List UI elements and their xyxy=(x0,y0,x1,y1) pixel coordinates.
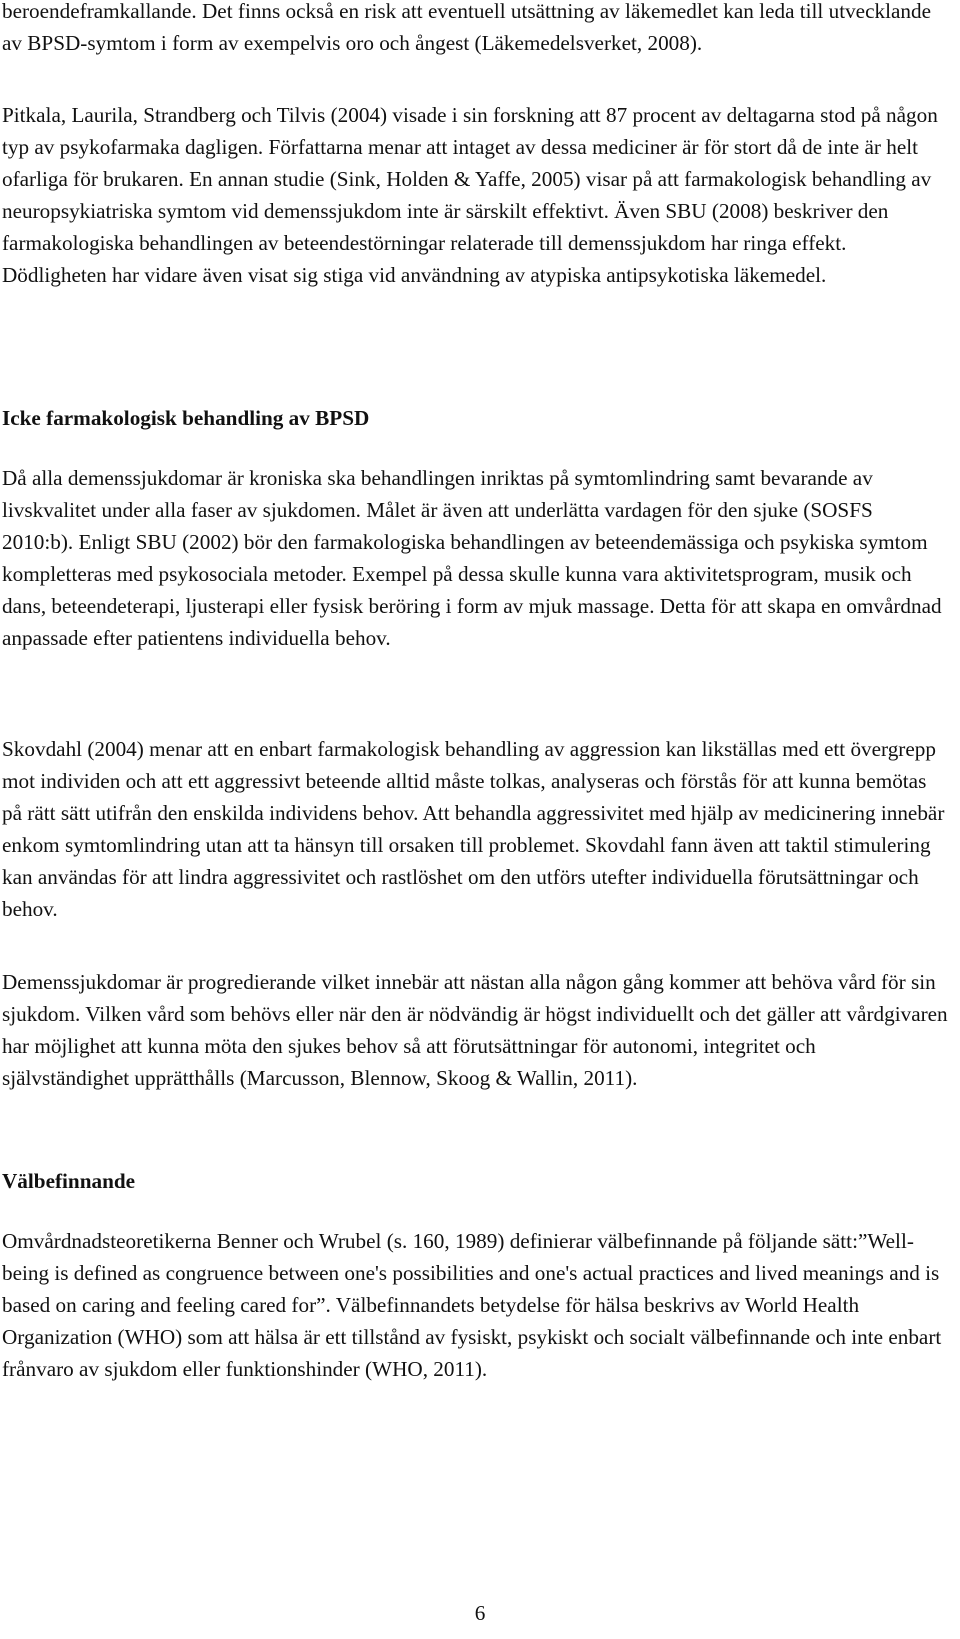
page-number: 6 xyxy=(474,1601,486,1625)
section-heading-wellbeing: Välbefinnande xyxy=(2,1169,136,1193)
paragraph-medication-risk: beroendeframkallande. Det finns också en risk att eventuell utsättning av läkemedlet kan leda till utvecklande av BPSD-symtom i form av exempelvis oro och ångest (Läkemedelsverket, 2008). xyxy=(2,0,931,55)
paragraph-wellbeing-definition: Omvårdnadsteoretikerna Benner och Wrubel (s. 160, 1989) definierar välbefinnande på följande sätt:”Well-being is defined as congruence between one's possibilities and one's actual practices and lived meanings and is based on caring and feeling cared for”. Välbefinnandets betydelse för hälsa beskrivs av World Health Organization (WHO) som att hälsa är ett tillstånd av fysiskt, psykiskt och socialt välbefinnande och inte enbart frånvaro av sjukdom eller funktionshinder (WHO, 2011). xyxy=(2,1229,942,1381)
paragraph-psychopharmaca-study: Pitkala, Laurila, Strandberg och Tilvis (2004) visade i sin forskning att 87 procent av deltagarna stod på någon typ av psykofarmaka dagligen. Författarna menar att intaget av dessa mediciner är för stort då de inte är helt ofarliga för brukaren. En annan studie (Sink, Holden & Yaffe, 2005) visar på att farmakologisk behandling av neuropsykiatriska symtom vid demenssjukdom inte är särskilt effektivt. Även SBU (2008) beskriver den farmakologiska behandlingen av beteendestörningar relaterade till demenssjukdom har ringa effekt. Dödligheten har vidare även visat sig stiga vid användning av atypiska antipsykotiska läkemedel. xyxy=(2,103,938,287)
section-heading-non-pharmacological: Icke farmakologisk behandling av BPSD xyxy=(2,406,370,430)
paragraph-skovdahl: Skovdahl (2004) menar att en enbart farmakologisk behandling av aggression kan likställas med ett övergrepp mot individen och att ett aggressivt beteende alltid måste tolkas, analyseras och förstås för att kunna bemötas på rätt sätt utifrån den enskilda individens behov. Att behandla aggressivitet med hjälp av medicinering innebär enkom symtomlindring utan att ta hänsyn till orsaken till problemet. Skovdahl fann även att taktil stimulering kan användas för att lindra aggressivitet och rastlöshet om den utförs utefter individuella förutsättningar och behov. xyxy=(2,737,945,921)
paragraph-dementia-care: Demenssjukdomar är progredierande vilket innebär att nästan alla någon gång kommer att behöva vård för sin sjukdom. Vilken vård som behövs eller när den är nödvändig är högst individuellt och det gäller att vårdgivaren har möjlighet att kunna möta den sjukes behov så att förutsättningar för autonomi, integritet och självständighet upprätthålls (Marcusson, Blennow, Skoog & Wallin, 2011). xyxy=(2,970,948,1090)
paragraph-symptom-relief: Då alla demenssjukdomar är kroniska ska behandlingen inriktas på symtomlindring samt bevarande av livskvalitet under alla faser av sjukdomen. Målet är även att underlätta vardagen för den sjuke (SOSFS 2010:b). Enligt SBU (2002) bör den farmakologiska behandlingen av beteendemässiga och psykiska symtom kompletteras med psykosociala metoder. Exempel på dessa skulle kunna vara aktivitetsprogram, musik och dans, beteendeterapi, ljusterapi eller fysisk beröring i form av mjuk massage. Detta för att skapa en omvårdnad anpassade efter patientens individuella behov. xyxy=(2,466,942,650)
